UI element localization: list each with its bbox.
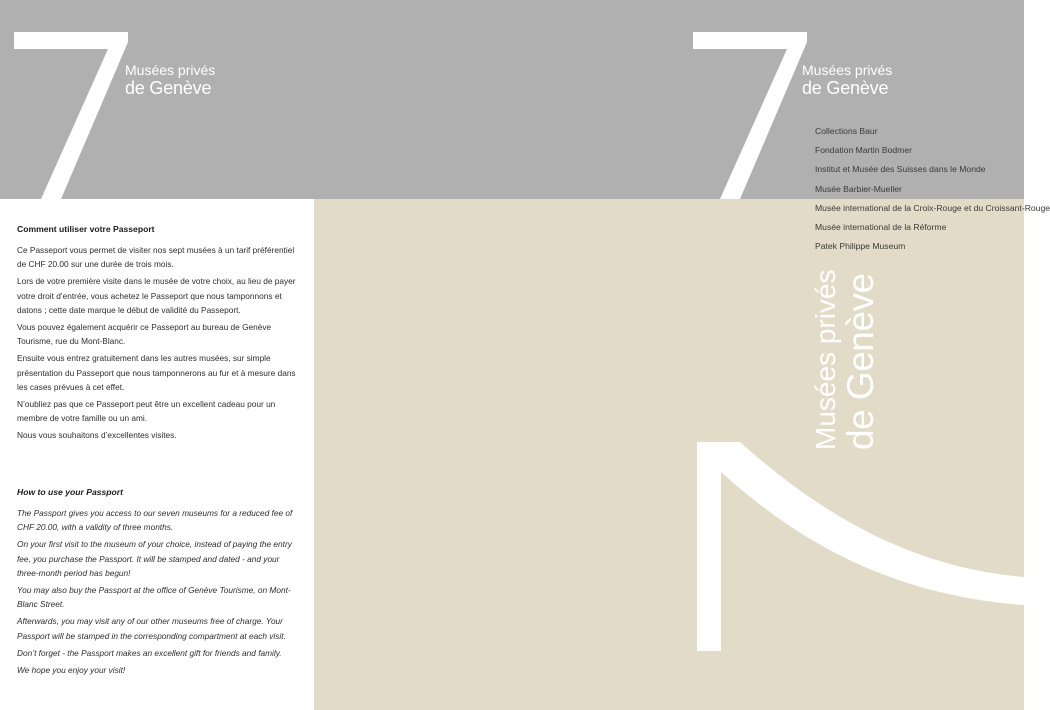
list-item: Patek Philippe Museum [815,241,906,252]
paragraph: We hope you enjoy your visit! [17,665,126,676]
list-item: Musée international de la Croix-Rouge et du Croissant-Rouge [815,202,1050,213]
list-item: Institut et Musée des Suisses dans le Monde [815,164,986,175]
numeral-seven-logo-left [14,32,130,199]
paragraph: On your first visit to the museum of your choice, instead of paying the entry fee, you purchase the Passport. It will be stamped and dated - and your three-month period has begun! [17,539,292,578]
english-heading: How to use your Passport [17,487,124,497]
paragraph: Afterwards, you may visit any of our other museums free of charge. Your Passport will be stamped in the corresponding compartment at each visit. [17,616,286,641]
list-item: Musée Barbier-Mueller [815,183,902,194]
brand-title-left [125,63,215,97]
brand-title-right [802,63,892,97]
english-instructions [17,487,299,680]
brand-line-1: Musées privés [125,62,216,78]
paragraph: Don’t forget - the Passport makes an excellent gift for friends and family. [17,647,282,658]
paragraph: Lors de votre première visite dans le musée de votre choix, au lieu de payer votre droit d’entrée, vous achetez le Passeport que nous tamponnons et datons ; cette date marque le début de validité du Passeport. [17,276,296,315]
brand-line-1: Musées privés [802,62,893,78]
brand-line-2: de Genève [125,78,212,98]
numeral-seven-logo-right [693,32,809,199]
french-instructions [17,224,299,446]
paragraph: N’oubliez pas que ce Passeport peut être un excellent cadeau pour un membre de votre famille ou un ami. [17,399,276,424]
paragraph: The Passport gives you access to our seven museums for a reduced fee of CHF 20.00, with a validity of three months. [17,508,293,533]
french-heading: Comment utiliser votre Passeport [17,224,155,234]
brand-line-1: Musées privés [810,269,841,450]
list-item: Musée international de la Réforme [815,221,947,232]
museum-list [815,124,1050,258]
paragraph: Nous vous souhaitons d’excellentes visites. [17,430,177,441]
paragraph: Ce Passeport vous permet de visiter nos sept musées à un tarif préférentiel de CHF 20.00 sur une durée de trois mois. [17,245,295,270]
paragraph: You may also buy the Passport at the office of Genève Tourisme, on Mont-Blanc Street. [17,585,291,610]
brand-line-2: de Genève [840,273,881,450]
numeral-seven-rotated [697,440,1024,651]
paragraph: Vous pouvez également acquérir ce Passeport au bureau de Genève Tourisme, rue du Mont-Blanc. [17,322,272,347]
brand-title-vertical [812,269,879,450]
list-item: Collections Baur [815,126,878,136]
list-item: Fondation Martin Bodmer [815,145,912,156]
brand-line-2: de Genève [802,78,889,98]
paragraph: Ensuite vous entrez gratuitement dans les autres musées, sur simple présentation du Passeport que nous tamponnerons au fur et à mesure dans les cases prévues à cet effet. [17,353,296,392]
